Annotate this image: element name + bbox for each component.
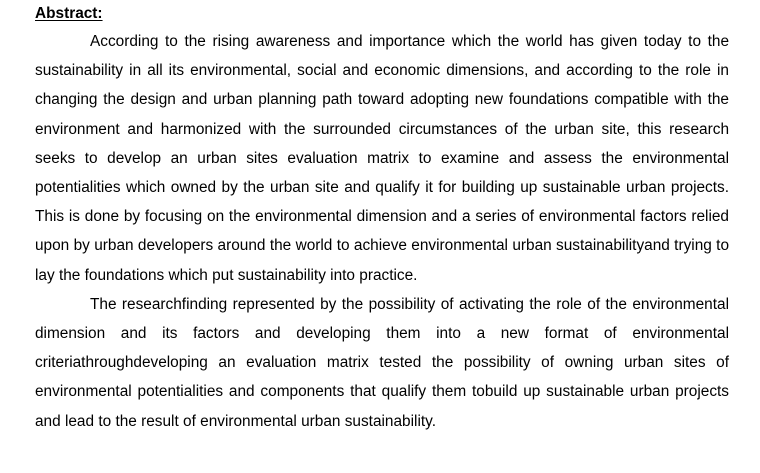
abstract-paragraph-2: The researchfinding represented by the possibility of activating the role of the environmental dimension and its factors and developing them into a new format of environmental criteriathroughdeveloping an evaluation matrix tested the possibility of owning urban sites of environmental potentialities and components that qualify them tobuild up sustainable urban projects and lead to the result of environmental urban sustainability. xyxy=(35,295,729,430)
abstract-section xyxy=(35,3,729,436)
abstract-paragraph-1: According to the rising awareness and importance which the world has given today to the sustainability in all its environmental, social and economic dimensions, and according to the role in changing the design and urban planning path toward adopting new foundations compatible with the environment and harmonized with the surrounded circumstances of the urban site, this research seeks to develop an urban sites evaluation matrix to examine and assess the environmental potentialities which owned by the urban site and qualify it for building up sustainable urban projects. This is done by focusing on the environmental dimension and a series of environmental factors relied upon by urban developers around the world to achieve environmental urban sustainabilityand trying to lay the foundations which put sustainability into practice. xyxy=(35,33,729,284)
abstract-heading: Abstract: xyxy=(35,5,103,22)
